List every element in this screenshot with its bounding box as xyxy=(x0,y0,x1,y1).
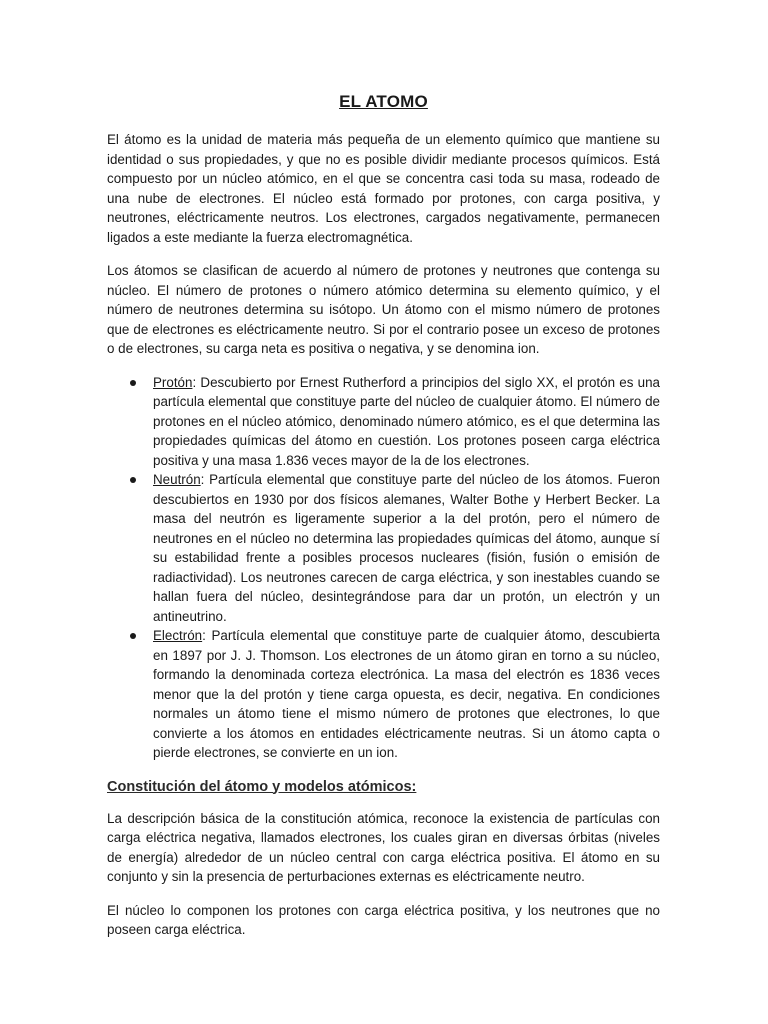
bullet-icon xyxy=(130,477,136,483)
term-proton: Protón xyxy=(153,374,193,390)
section-paragraph-1: La descripción básica de la constitución atómica, reconoce la existencia de partículas con carga eléctrica negativa, llamados electrones, los cuales giran en diversas órbitas (niveles de energía) alrededor de un núcleo central con carga eléctrica positiva. El átomo en su conjunto y sin la presencia de perturbaciones externas es eléctricamente neutro. xyxy=(107,810,660,884)
section-heading: Constitución del átomo y modelos atómicos: xyxy=(107,778,417,795)
section-paragraph-2: El núcleo lo componen los protones con carga eléctrica positiva, y los neutrones que no poseen carga eléctrica. xyxy=(107,902,660,937)
definition-neutron: : Partícula elemental que constituye parte del núcleo de los átomos. Fueron descubiertos en 1930 por dos físicos alemanes, Walter Bothe y Herbert Becker. La masa del neutrón es ligeramente superior a la del protón, pero el número de neutrones en el núcleo no determina las propiedades químicas del átomo, aunque sí su estabilidad frente a posibles procesos nucleares (fisión, fusión o emisión de radiactividad). Los neutrones carecen de carga eléctrica, y son inestables cuando se hallan fuera del núcleo, desintegrándose para dar un protón, un electrón y un antineutrino. xyxy=(153,472,660,624)
term-electron: Electrón xyxy=(153,628,203,643)
definition-electron: : Partícula elemental que constituye parte de cualquier átomo, descubierta en 1897 por J. J. Thomson. Los electrones de un átomo giran en torno a su núcleo, formando la denominada corteza electrónica. La masa del electrón es 1836 veces menor que la del protón y tiene carga opuesta, es decir, negativa. En condiciones normales un átomo tiene el mismo número de protones que electrones, lo que convierte a los átomos en entidades eléctricamente neutras. Si un átomo capta o pierde electrones, se convierte en un ion. xyxy=(153,628,660,760)
page-title: EL ATOMO xyxy=(339,92,428,111)
term-neutron: Neutrón xyxy=(153,472,201,487)
list-item-electron xyxy=(107,626,660,763)
intro-paragraph-1: El átomo es la unidad de materia más pequeña de un elemento químico que mantiene su identidad o sus propiedades, y que no es posible dividir mediante procesos químicos. Está compuesto por un núcleo atómico, en el que se concentra casi toda su masa, rodeado de una nube de electrones. El núcleo está formado por protones, con carga positiva, y neutrones, eléctricamente neutros. Los electrones, cargados negativamente, permanecen ligados a este mediante la fuerza electromagnética. xyxy=(107,132,660,245)
document-page xyxy=(107,92,660,954)
bullet-icon xyxy=(130,380,136,386)
list-item-proton xyxy=(107,373,660,471)
bullet-icon xyxy=(130,633,136,639)
definition-proton: : Descubierto por Ernest Rutherford a principios del siglo XX, el protón es una partícula elemental que constituye parte del núcleo de cualquier átomo. El número de protones en el núcleo atómico, denominado número atómico, es el que determina las propiedades químicas del átomo en cuestión. Los protones poseen carga eléctrica positiva y una masa 1.836 veces mayor de la de los electrones. xyxy=(153,374,660,468)
list-item-neutron xyxy=(107,470,660,626)
intro-paragraph-2: Los átomos se clasifican de acuerdo al número de protones y neutrones que contenga su núcleo. El número de protones o número atómico determina su elemento químico, y el número de neutrones determina su isótopo. Un átomo con el mismo número de protones que de electrones es eléctricamente neutro. Si por el contrario posee un exceso de protones o de electrones, su carga neta es positiva o negativa, y se denomina ion. xyxy=(107,263,660,356)
particle-list xyxy=(107,373,660,763)
